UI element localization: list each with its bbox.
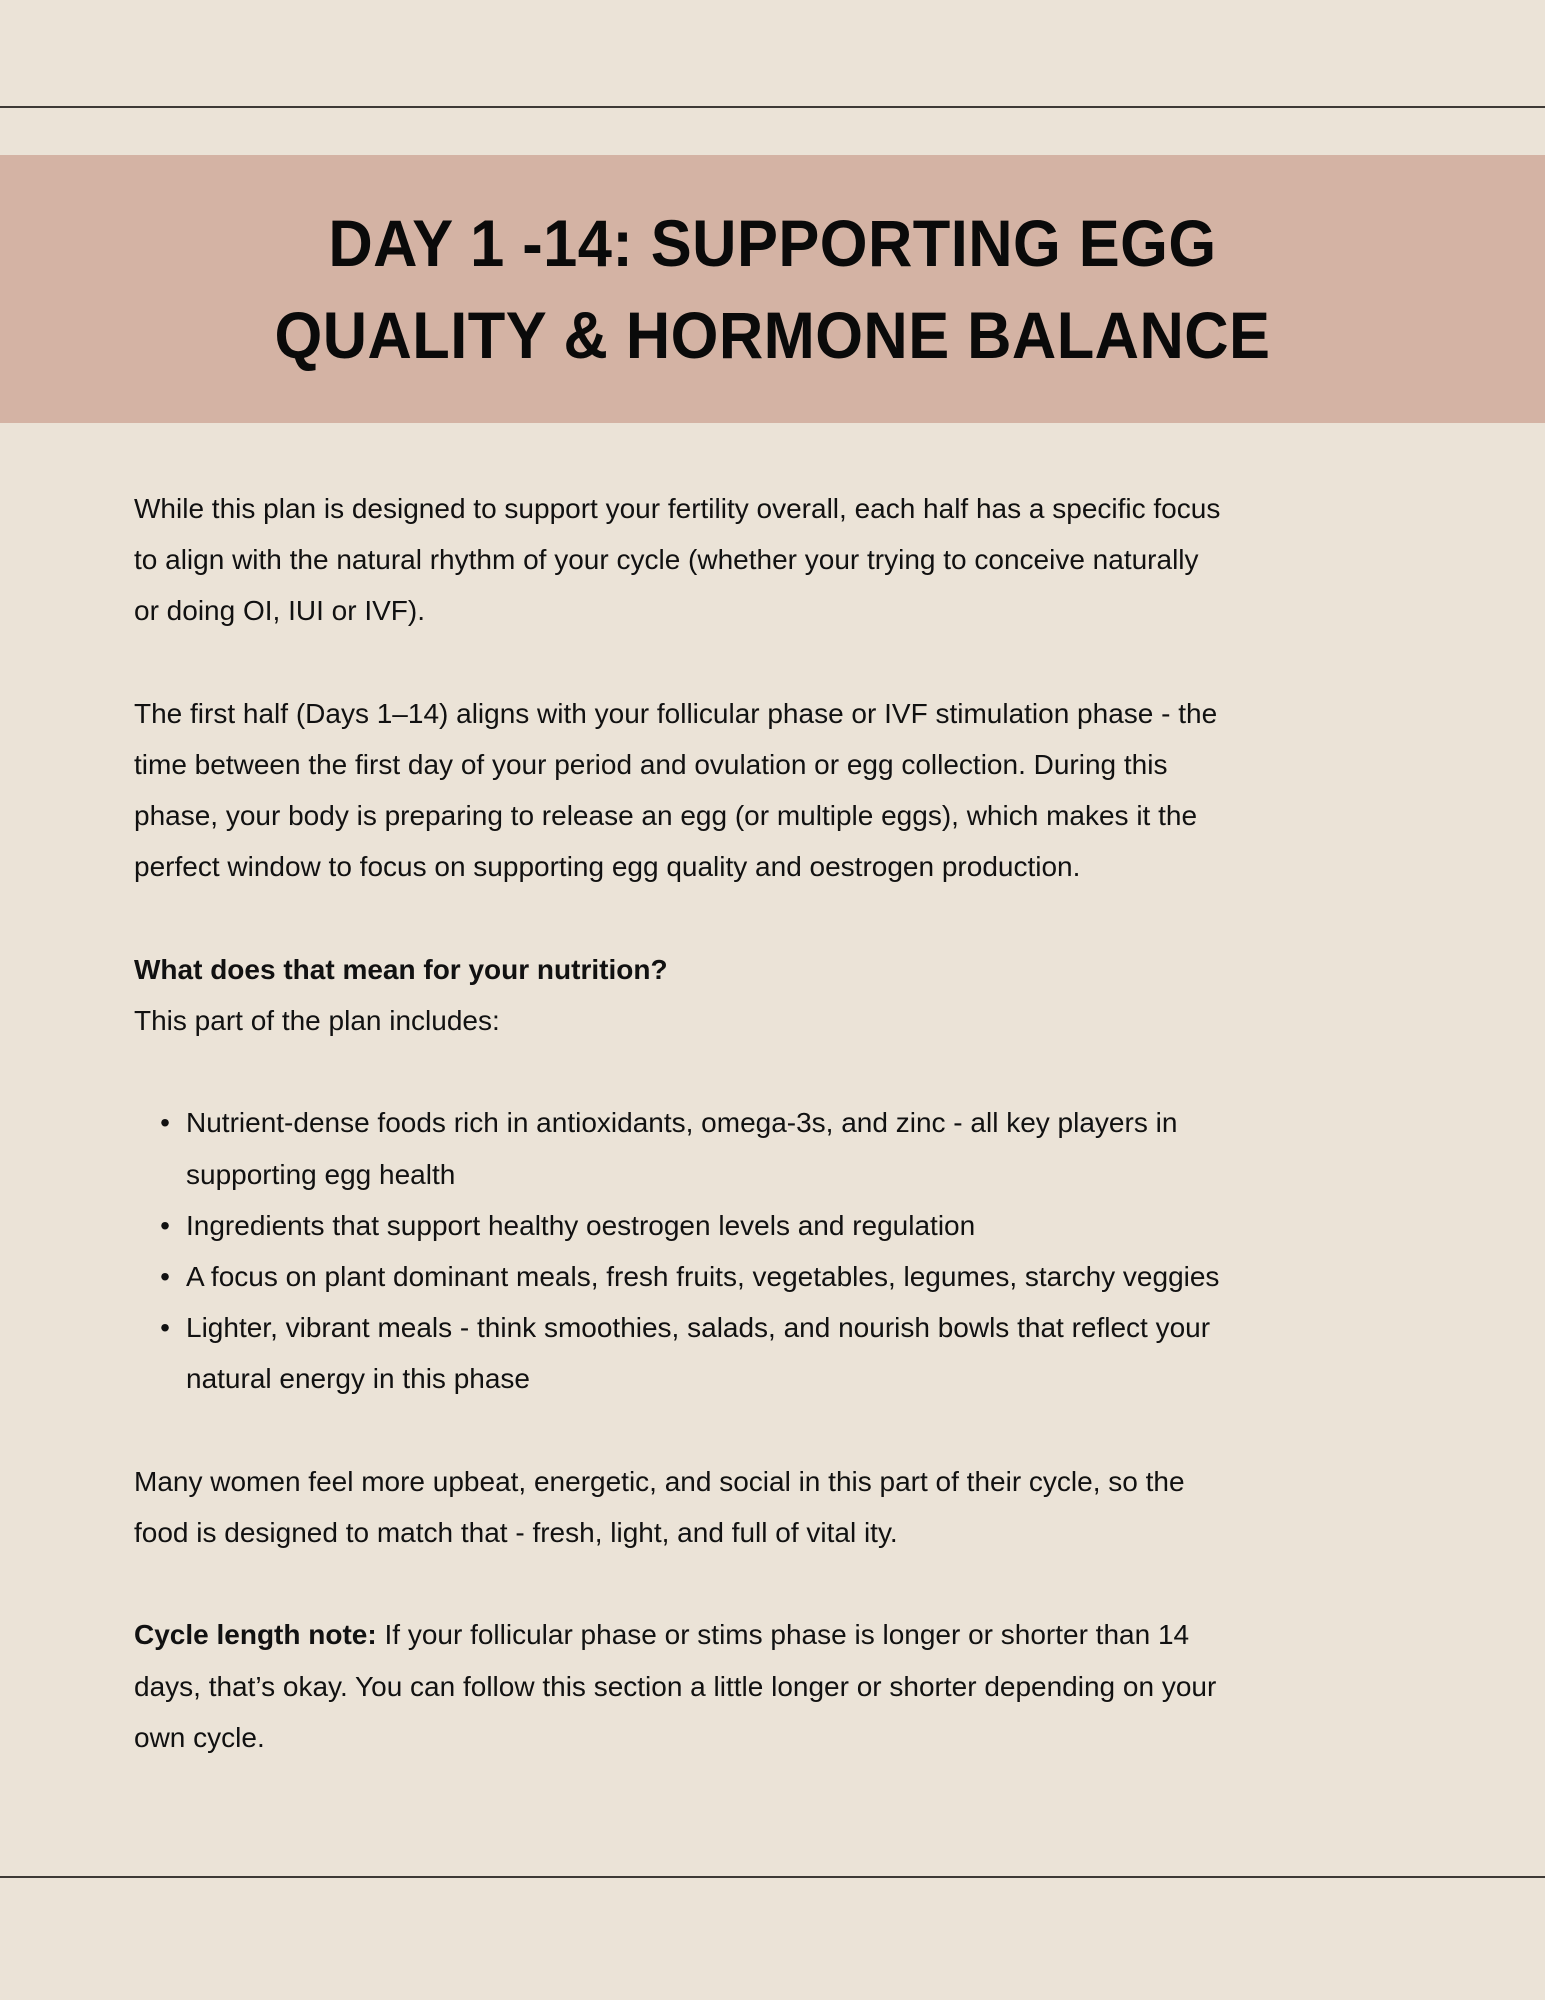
list-item [160,1200,1424,1251]
intro-line: to align with the natural rhythm of your cycle (whether your trying to conceive naturally [134,544,1199,576]
nutrition-heading: What does that mean for your nutrition? [134,953,668,985]
note-line: own cycle. [134,1721,265,1753]
note-label: Cycle length note: [134,1619,377,1651]
bullet-icon: • [160,1312,170,1344]
list-item-text: Nutrient-dense foods rich in antioxidants, omega-3s, and zinc - all key players in [186,1107,1178,1139]
page-title-line-1: DAY 1 -14: SUPPORTING EGG [328,206,1217,280]
first-half-line: perfect window to focus on supporting egg quality and oestrogen production. [134,851,1081,883]
list-item-text: Ingredients that support healthy oestrogen levels and regulation [186,1209,976,1241]
energy-line: Many women feel more upbeat, energetic, and social in this part of their cycle, so the [134,1465,1185,1497]
list-item [160,1097,1424,1199]
list-item [160,1302,1424,1404]
intro-line: or doing OI, IUI or IVF). [134,595,425,627]
nutrition-intro: This part of the plan includes: [134,1005,500,1036]
first-half-line: The first half (Days 1–14) aligns with your follicular phase or IVF stimulation phase - the [134,697,1218,729]
note-line: days, that’s okay. You can follow this section a little longer or shorter depending on your [134,1670,1217,1702]
bullet-icon: • [160,1261,170,1292]
energy-paragraph [134,1456,1424,1558]
list-item-text: natural energy in this phase [186,1363,530,1395]
title-banner [0,155,1545,423]
bullet-icon: • [160,1209,170,1241]
intro-paragraph [134,483,1424,637]
page-title-line-2: QUALITY & HORMONE BALANCE [274,298,1271,372]
note-line: If your follicular phase or stims phase is longer or shorter than 14 [376,1619,1190,1651]
main-content [134,483,1424,1763]
first-half-paragraph [134,688,1424,893]
energy-line: food is designed to match that - fresh, light, and full of vital ity. [134,1517,898,1548]
intro-line: While this plan is designed to support your fertility overall, each half has a specific focus [134,493,1221,524]
cycle-length-note [134,1609,1424,1763]
list-item-text: Lighter, vibrant meals - think smoothies, salads, and nourish bowls that reflect your [186,1312,1211,1344]
nutrition-list [134,1097,1424,1404]
bullet-icon: • [160,1107,170,1139]
bottom-divider [0,1876,1545,1878]
top-divider [0,106,1545,108]
first-half-line: phase, your body is preparing to release an egg (or multiple eggs), which makes it the [134,800,1198,832]
first-half-line: time between the first day of your period and ovulation or egg collection. During this [134,749,1168,780]
list-item [160,1251,1424,1302]
page-title [274,197,1270,381]
list-item-text: supporting egg health [186,1158,456,1190]
list-item-text: A focus on plant dominant meals, fresh fruits, vegetables, legumes, starchy veggies [186,1261,1220,1292]
